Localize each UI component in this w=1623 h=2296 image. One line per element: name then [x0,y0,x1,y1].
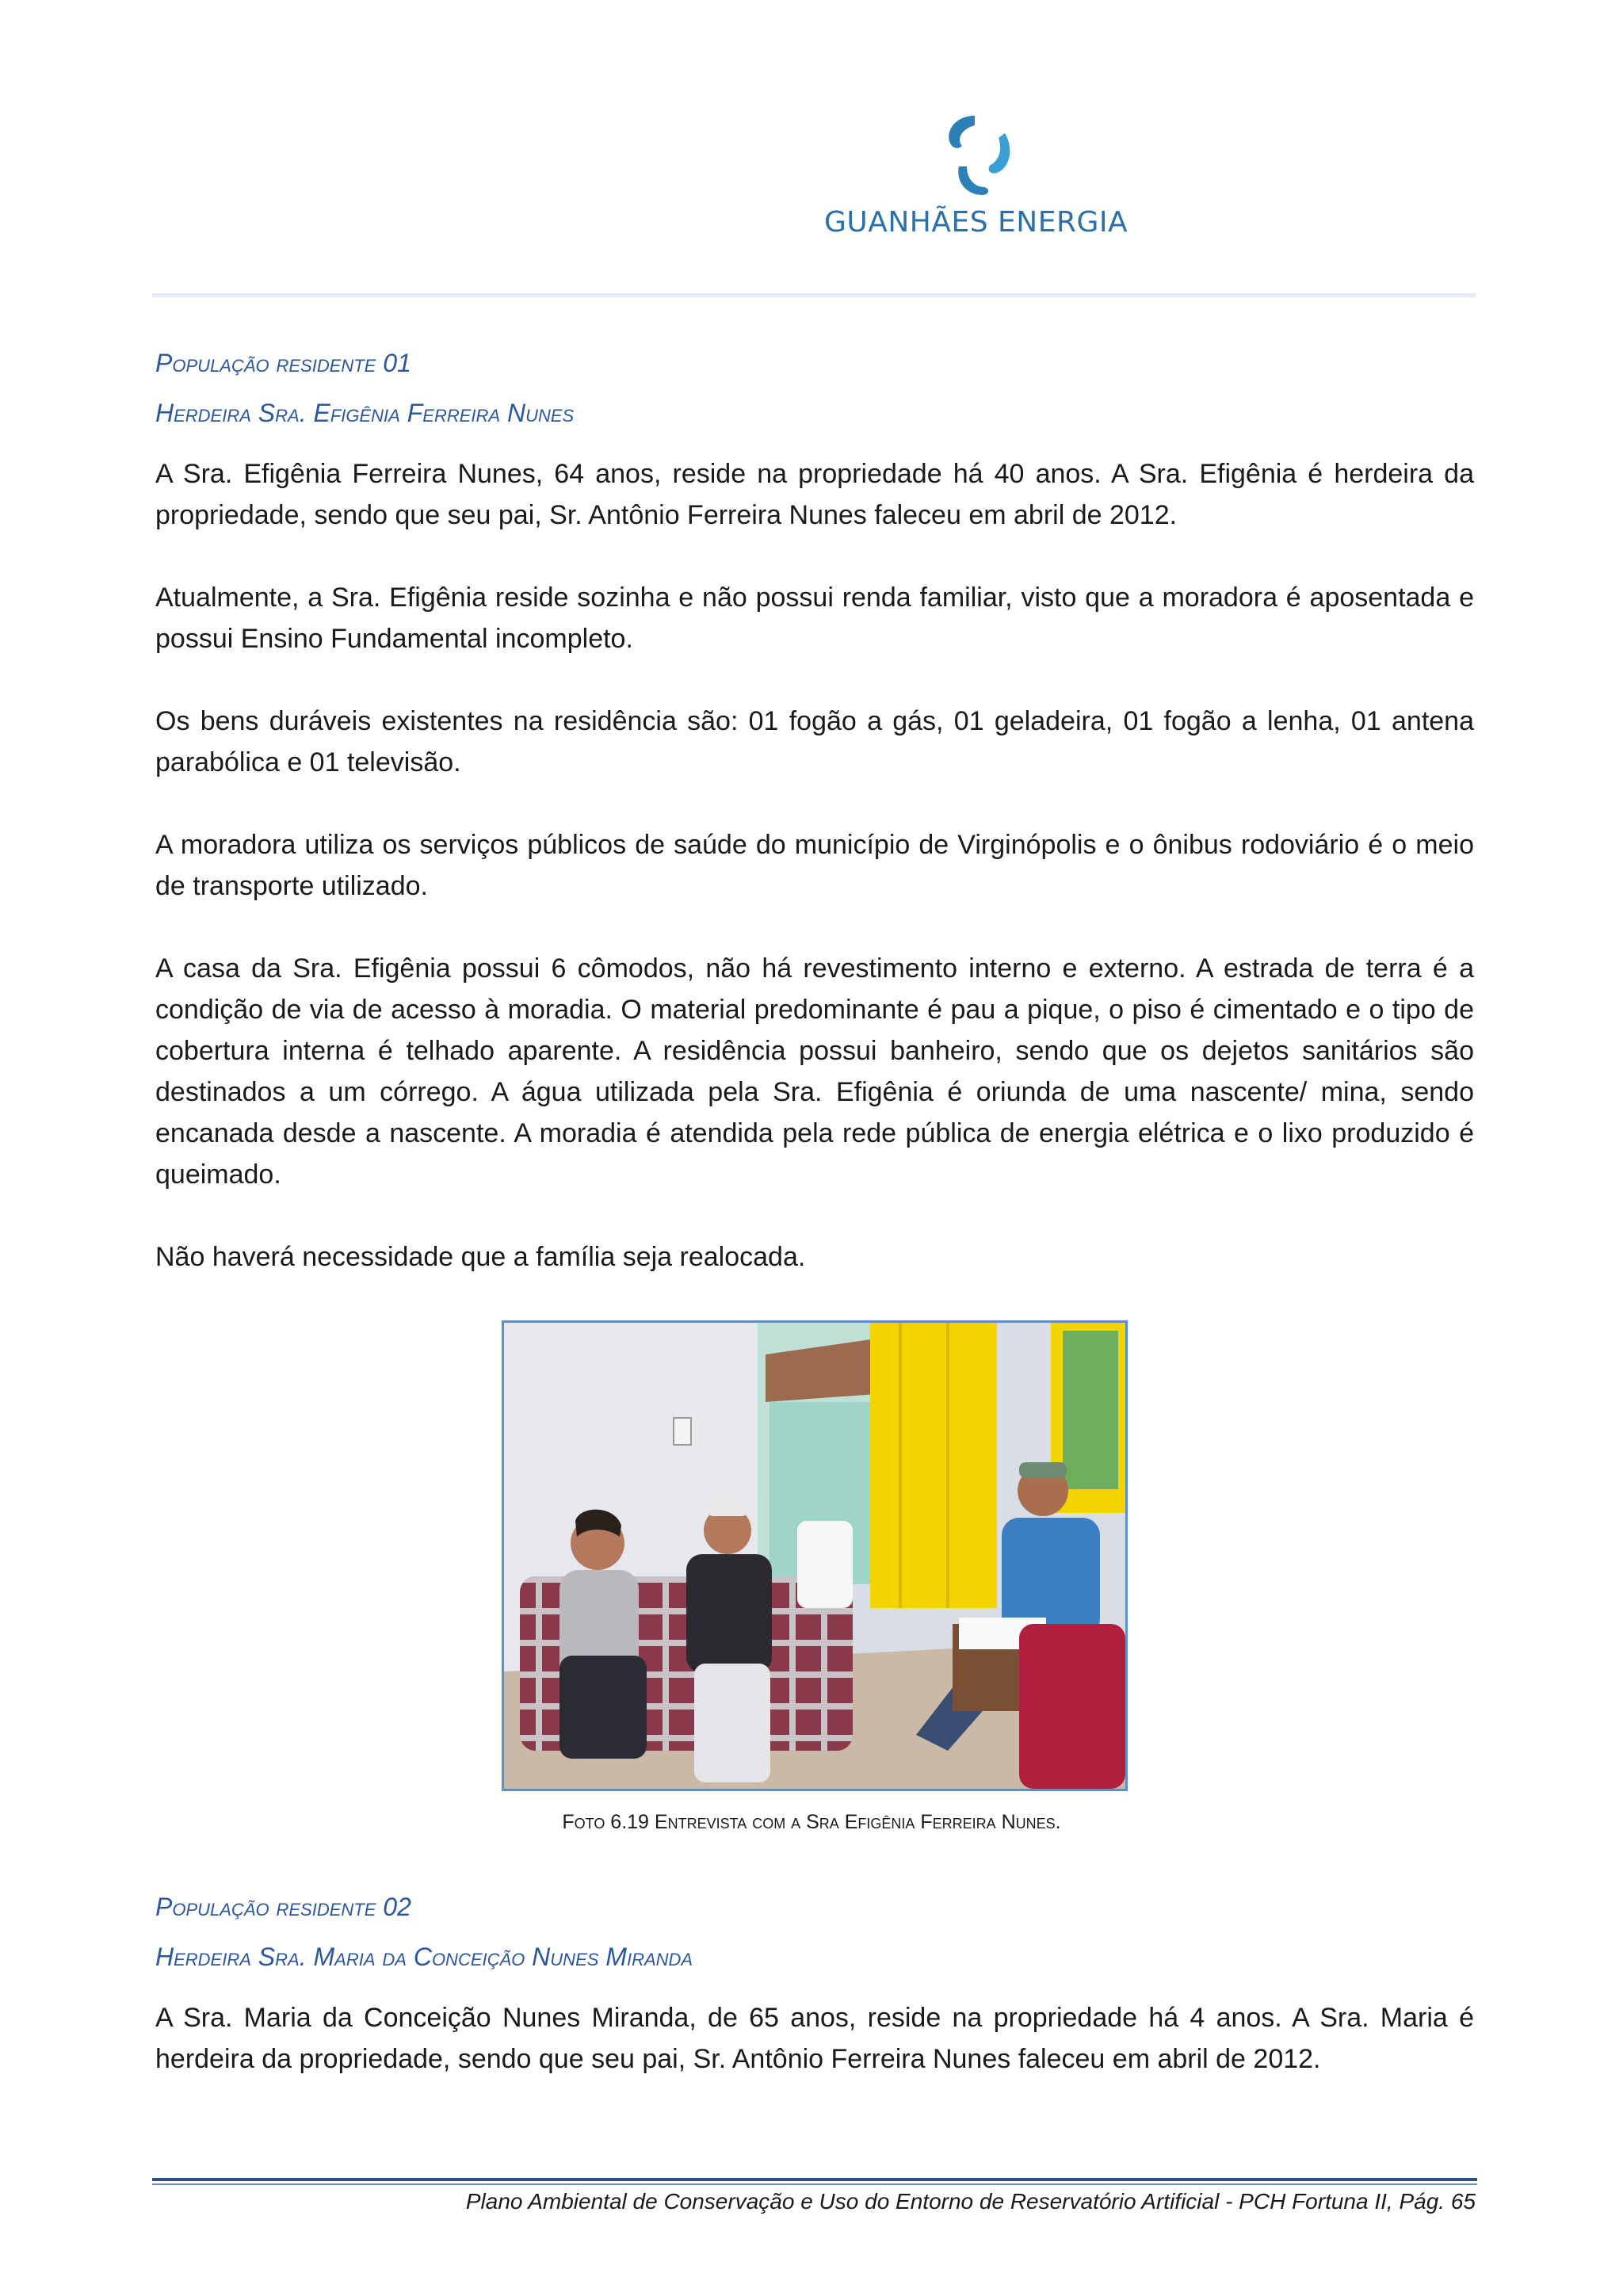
interview-photo-illustration [504,1323,1125,1789]
section-subtitle-2: Herdeira Sra. Maria da Conceição Nunes Miranda [155,1943,693,1971]
paragraph: A Sra. Efigênia Ferreira Nunes, 64 anos, reside na propriedade há 40 anos. A Sra. Efigênia é herdeira da propriedade, sendo que seu pai, Sr. Antônio Ferreira Nunes faleceu em abril de 2012. [155,459,1474,530]
company-logo [824,109,1128,244]
paragraph: A Sra. Maria da Conceição Nunes Miranda, de 65 anos, reside na propriedade há 4 anos. A Sra. Maria é herdeira da propriedade, sendo que seu pai, Sr. Antônio Ferreira Nunes faleceu em abril de 2012. [155,2003,1474,2074]
paragraph: Atualmente, a Sra. Efigênia reside sozinha e não possui renda familiar, visto que a moradora é aposentada e possui Ensino Fundamental incompleto. [155,583,1474,654]
section-title-2: População residente 02 [155,1893,411,1921]
section-subtitle-1: Herdeira Sra. Efigênia Ferreira Nunes [155,399,575,427]
header-rule [152,293,1476,298]
photo-caption: Foto 6.19 Entrevista com a Sra Efigênia Ferreira Nunes. [562,1811,1061,1833]
paragraph: Não haverá necessidade que a família seja realocada. [155,1242,806,1272]
interview-photo [502,1320,1128,1791]
section-title-1: População residente 01 [155,349,411,377]
paragraph: A casa da Sra. Efigênia possui 6 cômodos, não há revestimento interno e externo. A estrada de terra é a condição de via de acesso à moradia. O material predominante é pau a pique, o piso é cimentado e o tipo de cobertura interna é telhado aparente. A residência possui banheiro, sendo que os dejetos sanitários são destinados a um córrego. A água utilizada pela Sra. Efigênia é oriunda de uma nascente/ mina, sendo encanada desde a nascente. A moradia é atendida pela rede pública de energia elétrica e o lixo produzido é queimado. [155,953,1474,1190]
swirl-logo-icon [927,109,1022,204]
page-footer: Plano Ambiental de Conservação e Uso do Entorno de Reservatório Artificial - PCH Fortuna II, Pág. 65 [465,2189,1476,2214]
logo-text: GUANHÃES ENERGIA [824,206,1128,239]
paragraph: Os bens duráveis existentes na residência são: 01 fogão a gás, 01 geladeira, 01 fogão a lenha, 01 antena parabólica e 01 televisão. [155,706,1474,777]
paragraph: A moradora utiliza os serviços públicos de saúde do município de Virginópolis e o ônibus rodoviário é o meio de transporte utilizado. [155,830,1474,901]
footer-rule [152,2178,1477,2185]
